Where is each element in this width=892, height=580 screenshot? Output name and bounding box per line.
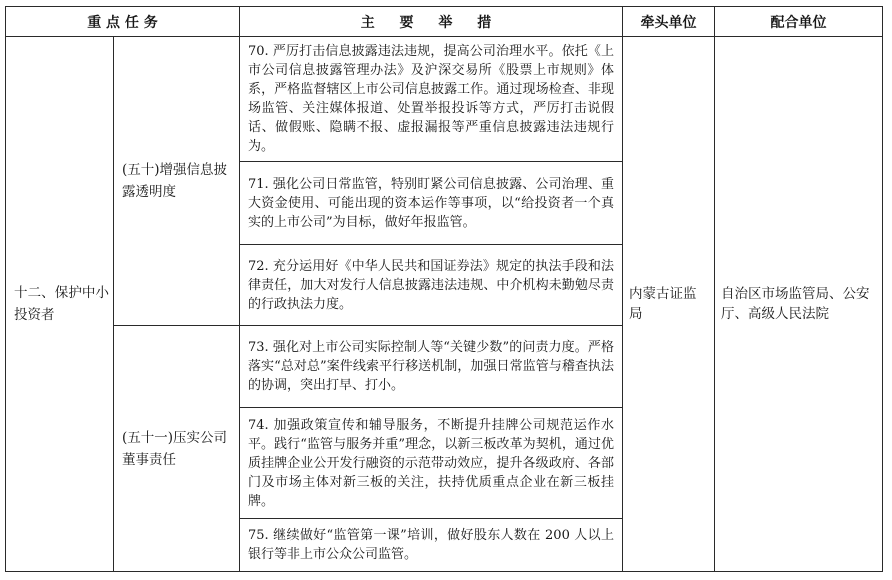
lead-unit: 内蒙古证监局	[623, 37, 715, 572]
header-task: 重 点 任 务	[6, 7, 240, 37]
header-lead: 牵头单位	[623, 7, 715, 37]
header-coop: 配合单位	[715, 7, 883, 37]
measure-72: 72. 充分运用好《中华人民共和国证券法》规定的执法手段和法律责任，加大对发行人信息披露违法违规、中介机构未勤勉尽责的行政执法力度。	[240, 245, 623, 326]
measure-74: 74. 加强政策宣传和辅导服务，不断提升挂牌公司规范运作水平。践行“监管与服务并重”理念，以新三板改革为契机，通过优质挂牌企业公开发行融资的示范带动效应，提升各级政府、各部门及市场主体对新三板的关注，扶持优质重点企业在新三板挂牌。	[240, 408, 623, 519]
measure-70: 70. 严厉打击信息披露违法违规，提高公司治理水平。依托《上市公司信息披露管理办法》及沪深交易所《股票上市规则》体系，严格监督辖区上市公司信息披露工作。通过现场检查、非现场监管、关注媒体报道、处置举报投诉等方式，严厉打击说假话、做假账、隐瞒不报、虚报漏报等严重信息披露违法违规行为。	[240, 37, 623, 162]
measure-71: 71. 强化公司日常监管，特别盯紧公司信息披露、公司治理、重大资金使用、可能出现的资本运作等事项，以“给投资者一个真实的上市公司”为目标，做好年报监管。	[240, 162, 623, 245]
header-row	[6, 7, 883, 37]
measure-75: 75. 继续做好“监管第一课”培训，做好股东人数在 200 人以上银行等非上市公众公司监管。	[240, 519, 623, 572]
cooperating-units: 自治区市场监管局、公安厅、高级人民法院	[715, 37, 883, 572]
policy-table	[5, 6, 883, 572]
table-row	[6, 37, 883, 162]
header-measures: 主 要 举 措	[240, 7, 623, 37]
key-task-cell: 十二、保护中小投资者	[6, 37, 114, 572]
measure-73: 73. 强化对上市公司实际控制人等“关键少数”的问责力度。严格落实“总对总”案件线索平行移送机制，加强日常监管与稽查执法的协调，突出打早、打小。	[240, 326, 623, 408]
subtask-50: (五十)增强信息披露透明度	[114, 37, 240, 326]
subtask-51: (五十一)压实公司董事责任	[114, 326, 240, 572]
